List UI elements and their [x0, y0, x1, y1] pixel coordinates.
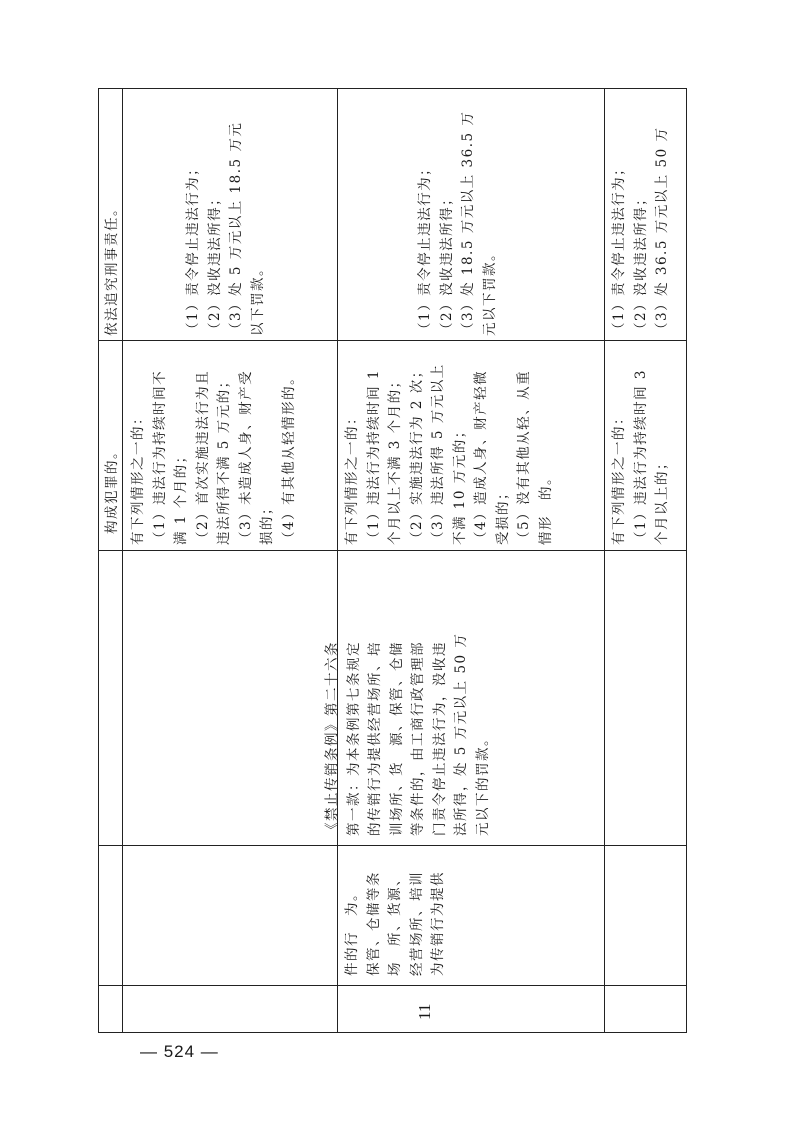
penalty-3: （1）责令停止违法行为； （2）没收违法所得； （3）处 36.5 万元以上 50 万: [611, 126, 670, 336]
prev-circumstance: 构成犯罪的。: [104, 444, 120, 534]
behavior-text: 为传销行为提供 经营场所、培训 场 所、货源、 保管、仓储等条 件的行 为。: [344, 871, 446, 976]
circumstance-3: 有下列情形之一的： （1）违法行为持续时间 3 个月以上的；: [611, 369, 670, 545]
row-divider: [604, 88, 605, 1033]
circumstance-2: 有下列情形之一的： （1）违法行为持续时间 1 个月以上不满 3 个月的； （2）实施违法行为 2 次； （3）违法所得 5 万元以上 不满 10 万元的； （4）造成人身、财产轻微 受损的； （5）没有其他从轻、从重 情形 的。: [344, 363, 554, 545]
column-divider: [98, 550, 687, 551]
penalty-2: （1）责令停止违法行为； （2）没收违法所得； （3）处 18.5 万元以上 36.5 万 元以下罚款。: [417, 110, 498, 336]
row-divider: [337, 88, 338, 1033]
circumstance-1: 有下列情形之一的： （1）违法行为持续时间不 满 1 个月的； （2）首次实施违法行为且 违法所得不满 5 万元的； （3）未造成人身、财产受 损的； （4）有其他从轻情形的。: [130, 369, 297, 545]
prev-penalty: 依法追究刑事责任。: [104, 201, 120, 336]
page-number: — 524 —: [140, 1042, 219, 1061]
column-divider: [98, 985, 687, 986]
column-divider: [98, 340, 687, 341]
legal-basis-text: 《禁止传销条例》第二十六条 第一款：为本条例第七条规定 的传销行为提供经营场所、培 训场所、货 源、保管、仓储 等条件的，由工商行政管理部 门责令停止违法行为，没收违 法所得，处 5 万元以上 50 万 元以下的罚款。: [324, 632, 491, 836]
column-divider: [98, 845, 687, 846]
row-number: 11: [415, 1003, 434, 1020]
penalty-1: （1）责令停止违法行为； （2）没收违法所得； （3）处 5 万元以上 18.5 万元 以下罚款。: [185, 121, 266, 336]
